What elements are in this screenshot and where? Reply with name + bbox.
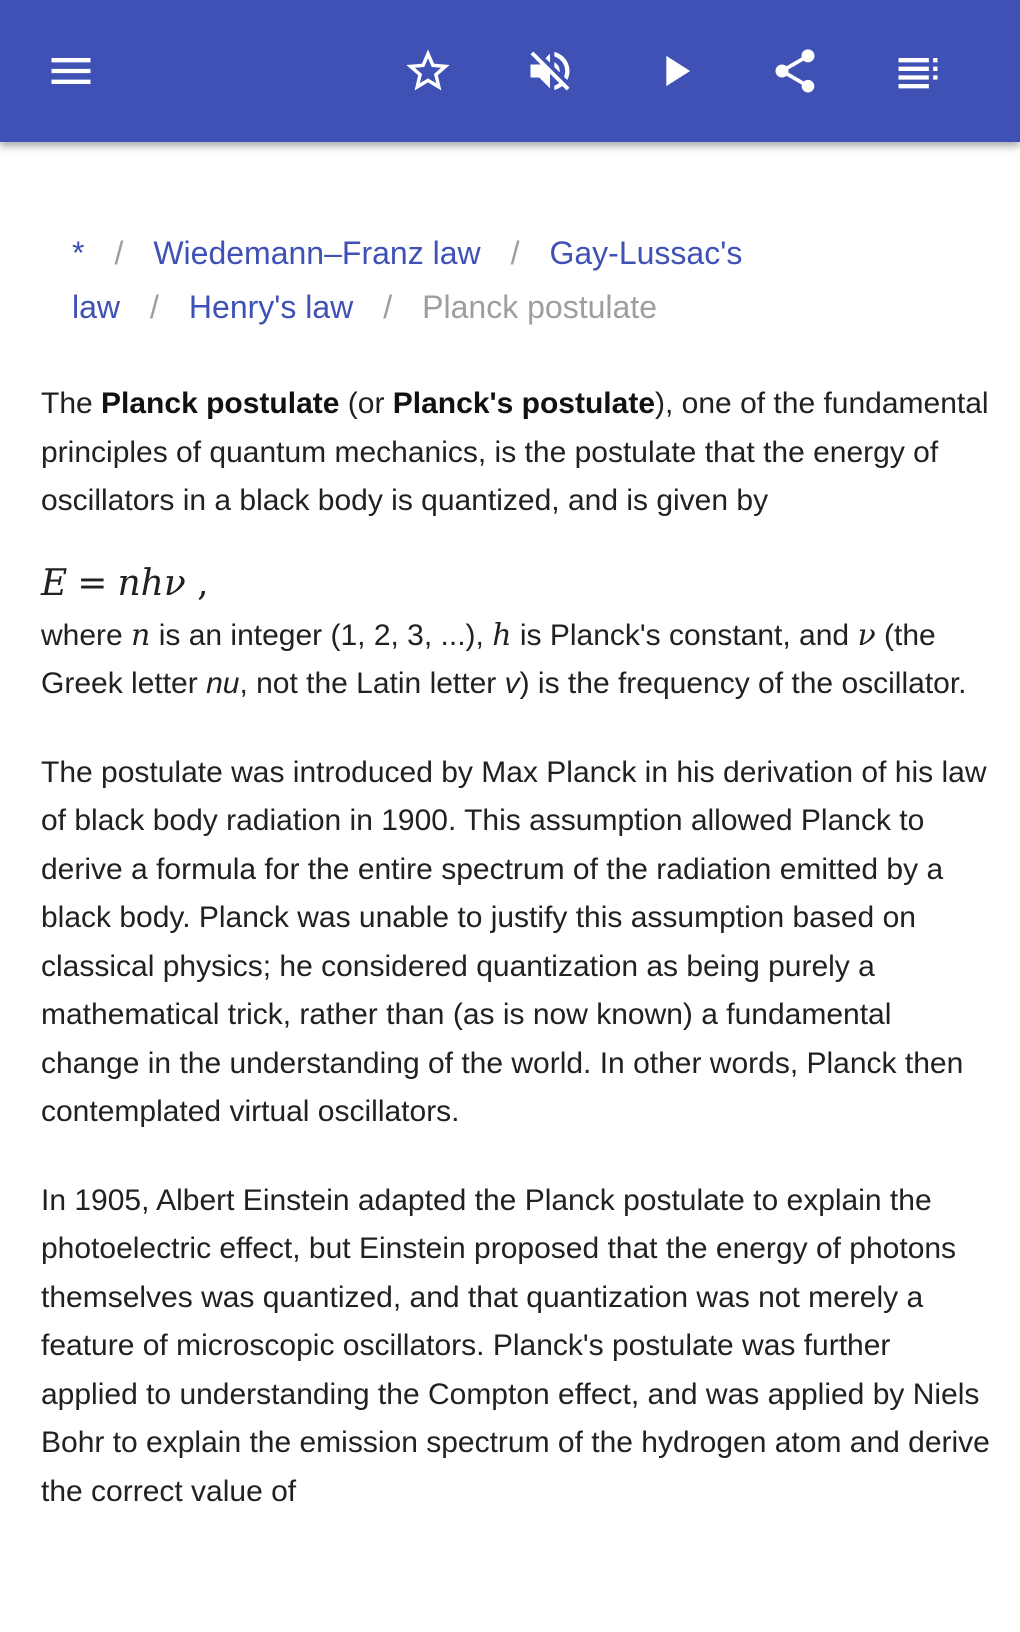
star-icon <box>402 45 454 97</box>
volume-off-icon <box>524 45 576 97</box>
menu-icon <box>45 45 97 97</box>
share-icon <box>769 45 821 97</box>
text-run: (the Greek letter <box>41 618 936 700</box>
text-run: is an integer (1, 2, 3, ...), <box>150 618 493 652</box>
share-button[interactable] <box>760 36 830 106</box>
app-toolbar <box>0 0 1020 142</box>
article-body <box>41 380 991 1516</box>
breadcrumb-separator: / <box>150 289 159 325</box>
text-run: , not the Latin letter <box>239 667 505 700</box>
menu-button[interactable] <box>36 36 106 106</box>
text-run: where <box>41 618 132 652</box>
breadcrumb-item-gay-lussacs-law[interactable]: Gay-Lussac's law <box>72 235 743 325</box>
breadcrumb-current: Planck postulate <box>422 289 657 325</box>
math-variable: ν <box>857 617 876 653</box>
text-run: ) is the frequency of the oscillator. <box>519 667 967 700</box>
breadcrumb-item-home[interactable]: * <box>72 235 85 271</box>
equation-lhs: E <box>41 562 68 604</box>
breadcrumb-separator: / <box>510 235 520 271</box>
text-run: is Planck's constant, and <box>511 618 858 652</box>
italic-term: v <box>504 667 520 700</box>
article-paragraph-history: The postulate was introduced by Max Planck in his derivation of his law of black body radiation in 1900. This assumption allowed Planck to derive a formula for the entire spectrum of the radiation emitted by a black body. Planck was unable to justify this assumption based on classical physics; he considered quantization as being purely a mathematical trick, rather than (as is now known) a fundamental change in the understanding of the world. In other words, Planck then contemplated virtual oscillators. <box>41 755 987 1128</box>
text-run: (or <box>339 387 393 420</box>
text-run: ), one of the fundamental principles of quantum mechanics, is the postulate that the energy of oscillators in a black body is quantized, and is given by <box>41 387 989 517</box>
math-variable: h <box>492 617 512 653</box>
italic-term: nu <box>206 667 240 700</box>
mute-button[interactable] <box>515 36 585 106</box>
equation-operator: = <box>77 562 108 604</box>
article-paragraph-intro <box>41 380 991 526</box>
contents-button[interactable] <box>883 36 953 106</box>
equation-rhs: nhν <box>117 562 186 604</box>
bold-term: Planck postulate <box>101 387 340 420</box>
play-icon <box>649 45 701 97</box>
article-paragraph-where <box>41 612 991 709</box>
breadcrumb-separator: / <box>114 235 124 271</box>
article-paragraph-einstein: In 1905, Albert Einstein adapted the Planck postulate to explain the photoelectric effect, but Einstein proposed that the energy of photons themselves was quantized, and that quantization was not merely a feature of microscopic oscillators. Planck's postulate was further applied to understanding the Compton effect, and was applied by Niels Bohr to explain the emission spectrum of the hydrogen atom and derive the correct value of <box>41 1183 990 1508</box>
equation-punctuation: , <box>185 562 209 604</box>
breadcrumb-item-wiedemann-franz-law[interactable]: Wiedemann–Franz law <box>153 235 481 271</box>
breadcrumb-item-henrys-law[interactable]: Henry's law <box>188 289 354 325</box>
bold-term: Planck's postulate <box>392 387 656 420</box>
play-button[interactable] <box>640 36 710 106</box>
breadcrumb <box>72 226 972 334</box>
text-run: The <box>41 387 102 420</box>
breadcrumb-separator: / <box>383 289 393 325</box>
equation <box>41 556 991 612</box>
bookmark-button[interactable] <box>393 36 463 106</box>
math-variable: n <box>131 617 151 653</box>
playlist-icon <box>892 45 944 97</box>
